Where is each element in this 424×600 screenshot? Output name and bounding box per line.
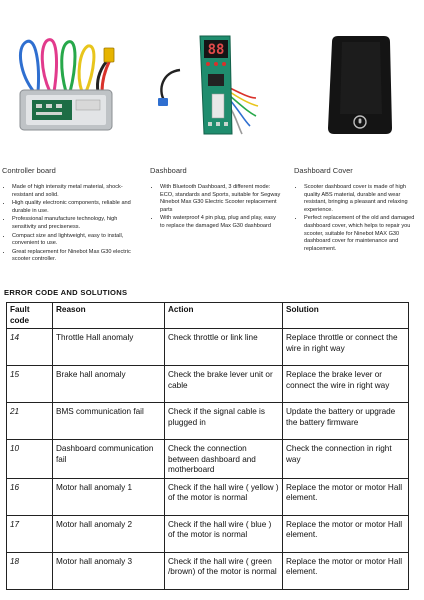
reason-cell: BMS communication fail xyxy=(53,403,165,440)
column-header-action: Action xyxy=(165,303,283,329)
fault-code-cell: 15 xyxy=(7,366,53,403)
reason-cell: Motor hall anomaly 1 xyxy=(53,478,165,515)
dashboard-cover-title: Dashboard Cover xyxy=(294,166,353,175)
action-cell: Check if the hall wire ( yellow ) of the motor is normal xyxy=(165,478,283,515)
feature-item: • Professional manufacture technology, high sensitivity and preciseness. xyxy=(12,216,134,231)
feature-item: • Great replacement for Ninebot Max G30 electric scooter controller. xyxy=(12,249,134,264)
column-header-fault-code: Fault code xyxy=(7,303,53,329)
table-row xyxy=(7,478,409,515)
table-header-row xyxy=(7,303,409,329)
table-row xyxy=(7,329,409,366)
action-cell: Check if the signal cable is plugged in xyxy=(165,403,283,440)
dashboard-section xyxy=(150,166,282,232)
controller-board-image xyxy=(6,34,126,140)
feature-item: • Compact size and lightweight, easy to install, convenient to use. xyxy=(12,233,134,248)
controller-board-features xyxy=(2,184,134,264)
table-row xyxy=(7,366,409,403)
action-cell: Check if the hall wire ( green /brown) of the motor is normal xyxy=(165,552,283,589)
solution-cell: Replace throttle or connect the wire in right way xyxy=(283,329,409,366)
table-row xyxy=(7,403,409,440)
action-cell: Check throttle or link line xyxy=(165,329,283,366)
error-codes-heading: ERROR CODE AND SOLUTIONS xyxy=(4,288,128,297)
solution-cell: Replace the motor or motor Hall element. xyxy=(283,478,409,515)
feature-item: • High quality electronic components, reliable and durable in use. xyxy=(12,200,134,215)
dashboard-title: Dashboard xyxy=(150,166,187,175)
column-header-solution: Solution xyxy=(283,303,409,329)
controller-board-section xyxy=(2,166,134,265)
feature-item: • With waterproof 4 pin plug, plug and play, easy to replace the damaged Max G30 dashboard xyxy=(160,215,282,230)
fault-code-cell: 21 xyxy=(7,403,53,440)
action-cell: Check the brake lever unit or cable xyxy=(165,366,283,403)
error-code-table xyxy=(6,302,409,590)
feature-item: • Made of high intensity metal material, shock-resistant and solid. xyxy=(12,184,134,199)
fault-code-cell: 17 xyxy=(7,515,53,552)
feature-item: • With Bluetooth Dashboard, 3 different mode: ECO, standards and Sports, suitable for Segway Ninebot Max G30 Electric Scooter replacement parts xyxy=(160,184,282,214)
table-row xyxy=(7,440,409,479)
reason-cell: Motor hall anomaly 3 xyxy=(53,552,165,589)
solution-cell: Check the connection in right way xyxy=(283,440,409,479)
dashboard-features xyxy=(150,184,282,231)
table-row xyxy=(7,515,409,552)
dashboard-cover-features xyxy=(294,184,422,253)
column-header-reason: Reason xyxy=(53,303,165,329)
fault-code-cell: 14 xyxy=(7,329,53,366)
fault-code-cell: 18 xyxy=(7,552,53,589)
dashboard-cover-image xyxy=(300,34,420,140)
controller-board-title: Controller board xyxy=(2,166,56,175)
action-cell: Check if the hall wire ( blue ) of the motor is normal xyxy=(165,515,283,552)
reason-cell: Motor hall anomaly 2 xyxy=(53,515,165,552)
dashboard-board-image xyxy=(152,34,270,140)
dashboard-display-reading: 88 xyxy=(207,42,225,58)
reason-cell: Dashboard communication fail xyxy=(53,440,165,479)
solution-cell: Update the battery or upgrade the battery firmware xyxy=(283,403,409,440)
dashboard-cover-section xyxy=(294,166,422,254)
solution-cell: Replace the motor or motor Hall element. xyxy=(283,552,409,589)
fault-code-cell: 16 xyxy=(7,478,53,515)
table-row xyxy=(7,552,409,589)
solution-cell: Replace the motor or motor Hall element. xyxy=(283,515,409,552)
reason-cell: Brake hall anomaly xyxy=(53,366,165,403)
feature-item: • Perfect replacement of the old and damaged dashboard cover, which helps to repair you scooter, suitable for Ninebot MAX G30 dashboard cover for maintenance and replacement. xyxy=(304,215,422,253)
fault-code-cell: 10 xyxy=(7,440,53,479)
reason-cell: Throttle Hall anomaly xyxy=(53,329,165,366)
action-cell: Check the connection between dashboard and motherboard xyxy=(165,440,283,479)
feature-item: • Scooter dashboard cover is made of high quality ABS material, durable and wear resistant, bringing a pleasant and relaxing experience. xyxy=(304,184,422,214)
solution-cell: Replace the brake lever or connect the wire in right way xyxy=(283,366,409,403)
